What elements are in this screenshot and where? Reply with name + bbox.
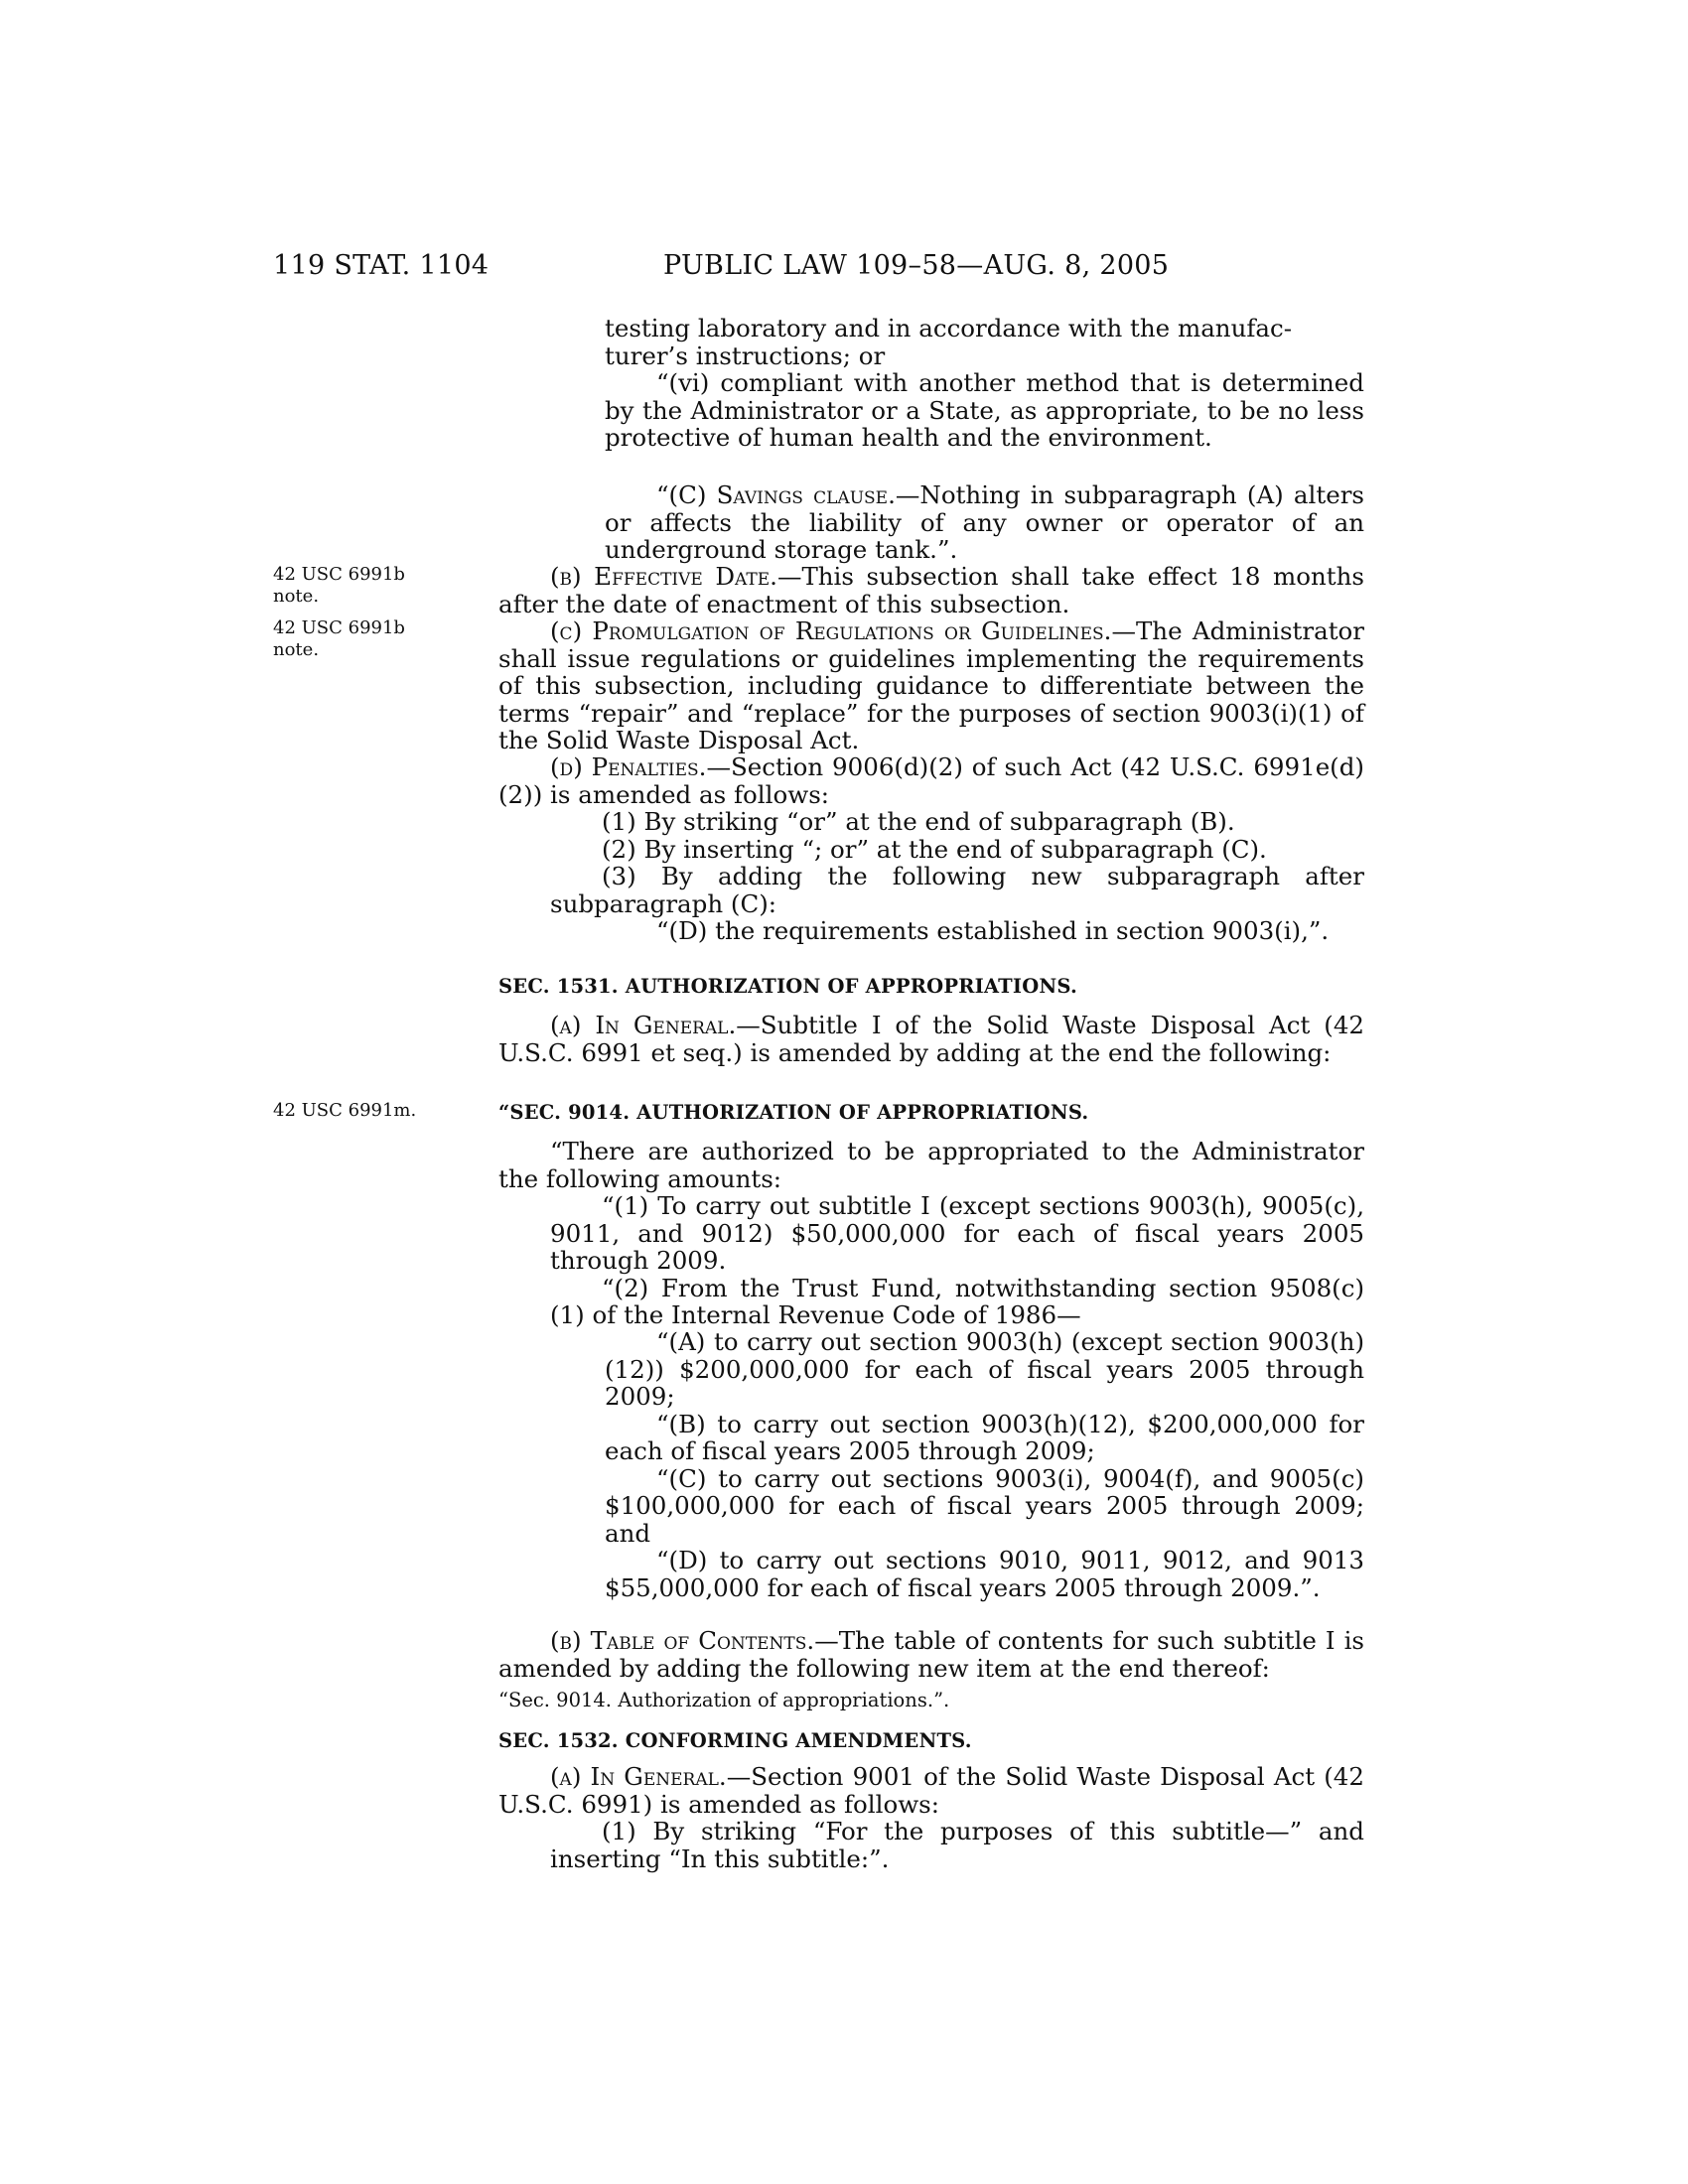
sec1531-a-text: —Subtitle I of the Solid Waste Disposal Act (42 U.S.C. 6991 et seq.) is amended by adding at the end the following: [498,1011,1364,1067]
promulgation-text: —The Administrator shall issue regulations or guidelines implementing the requirements of this subsection, including guidance to differentiate between the terms “repair” and “replace” for the purposes of section 9003(i)(1) of the Solid Waste Disposal Act. [498,616,1364,754]
penalties-item-3: (3) By adding the following new subparagraph after subparagraph (C): [550,862,1364,918]
sec-1532-heading: SEC. 1532. CONFORMING AMENDMENTS. [498,1729,972,1752]
block-sec1531-a [498,1012,1364,1066]
body-column [498,0,1364,2184]
margin-note-2-line1: 42 USC 6991b [273,617,405,638]
cont-line-1: testing laboratory and in accordance with the manufac- [605,314,1293,342]
block-toc [498,1627,1364,1682]
sec1531-b-text: —The table of contents for such subtitle I is amended by adding the following new item at the end thereof: [498,1626,1364,1683]
savings-clause-text: —Nothing in subparagraph (A) alters or affects the liability of any owner or operator of an underground storage tank.”. [605,480,1364,564]
block-penalties [498,753,1364,808]
block-auth-2-sub [605,1328,1364,1601]
promulgation-label: (c) Promulgation of Regulations or Guidelines. [550,616,1112,645]
auth-item-2C: “(C) to carry out sections 9003(i), 9004(f), and 9005(c) $100,000,000 for each of fiscal years 2005 through 2009; and [605,1463,1364,1548]
auth-item-2B: “(B) to carry out section 9003(h)(12), $200,000,000 for each of fiscal years 2005 through 2009; [605,1409,1364,1465]
savings-clause-label: “(C) Savings clause. [656,480,896,509]
penalties-item-2: (2) By inserting “; or” at the end of subparagraph (C). [602,834,1267,864]
block-promulgation [498,617,1364,754]
penalties [498,753,1364,808]
sec1531-b [498,1627,1364,1682]
block-auth-1-2 [550,1192,1364,1329]
block-penalties-D [656,917,1364,945]
sec1532-a [498,1763,1364,1818]
sec1531-a-label: (a) In General. [550,1011,737,1039]
penalties-item-1: (1) By striking “or” at the end of subparagraph (B). [602,807,1235,836]
auth-intro: “There are authorized to be appropriated to the Administrator the following amounts: [498,1137,1364,1193]
cont-line-2: turer’s instructions; or [605,341,886,370]
effective-date-label: (b) Effective Date. [550,562,777,591]
block-penalties-items [550,808,1364,917]
margin-note-1 [273,564,422,608]
penalties-item-D: “(D) the requirements established in section 9003(i),”. [656,916,1330,945]
margin-note-2-line2: note. [273,639,320,660]
auth-item-2D: “(D) to carry out sections 9010, 9011, 9012, and 9013 $55,000,000 for each of fiscal years 2005 through 2009.”. [605,1546,1364,1602]
block-sec1531-head [498,973,1364,1000]
auth-item-2A: “(A) to carry out section 9003(h) (except section 9003(h)(12)) $200,000,000 for each of fiscal years 2005 through 2009; [605,1327,1364,1411]
penalties-label: (d) Penalties. [550,752,707,781]
margin-note-2 [273,617,422,661]
sec1532-a-label: (a) In General. [550,1762,727,1791]
sec-9014-heading: “SEC. 9014. AUTHORIZATION OF APPROPRIATIONS. [498,1101,1089,1124]
auth-item-2: “(2) From the Trust Fund, notwithstanding section 9508(c)(1) of the Internal Revenue Code of 1986— [550,1273,1364,1329]
block-toc-item [498,1687,1364,1713]
block-continuation [605,315,1364,452]
page-running-head: PUBLIC LAW 109–58—AUG. 8, 2005 [663,250,1170,281]
margin-note-3: 42 USC 6991m. [273,1100,417,1121]
margin-note-1-line1: 42 USC 6991b [273,564,405,585]
sec1532-a-text: —Section 9001 of the Solid Waste Disposal Act (42 U.S.C. 6991) is amended as follows: [498,1762,1364,1819]
clause-vi: “(vi) compliant with another method that is determined by the Administrator or a State, as appropriate, to be no less protective of human health and the environment. [605,368,1364,452]
effective-date [498,563,1364,617]
block-sec1532-a [498,1763,1364,1818]
effective-date-text: —This subsection shall take effect 18 months after the date of enactment of this subsection. [498,562,1364,618]
penalties-text: —Section 9006(d)(2) of such Act (42 U.S.C. 6991e(d)(2)) is amended as follows: [498,752,1364,809]
block-effective-date [498,563,1364,617]
sec1532-item-1: (1) By striking “For the purposes of this subtitle—” and inserting “In this subtitle:”. [550,1817,1364,1873]
auth-item-1: “(1) To carry out subtitle I (except sections 9003(h), 9005(c), 9011, and 9012) $50,000,000 for each of fiscal years 2005 through 2009. [550,1191,1364,1275]
margin-note-1-line2: note. [273,586,320,607]
savings-clause [605,481,1364,564]
toc-item: “Sec. 9014. Authorization of appropriations.”. [498,1689,950,1711]
block-sec9014-head [498,1099,1364,1126]
page-stat-number: 119 STAT. 1104 [273,250,490,281]
block-sec1532-1 [550,1818,1364,1872]
block-savings [605,481,1364,564]
block-sec1532-head [498,1727,1364,1754]
promulgation [498,617,1364,754]
block-auth-intro [498,1138,1364,1192]
sec1531-b-label: (b) Table of Contents. [550,1626,815,1655]
sec1531-a [498,1012,1364,1066]
sec-1531-heading: SEC. 1531. AUTHORIZATION OF APPROPRIATIONS. [498,975,1078,998]
